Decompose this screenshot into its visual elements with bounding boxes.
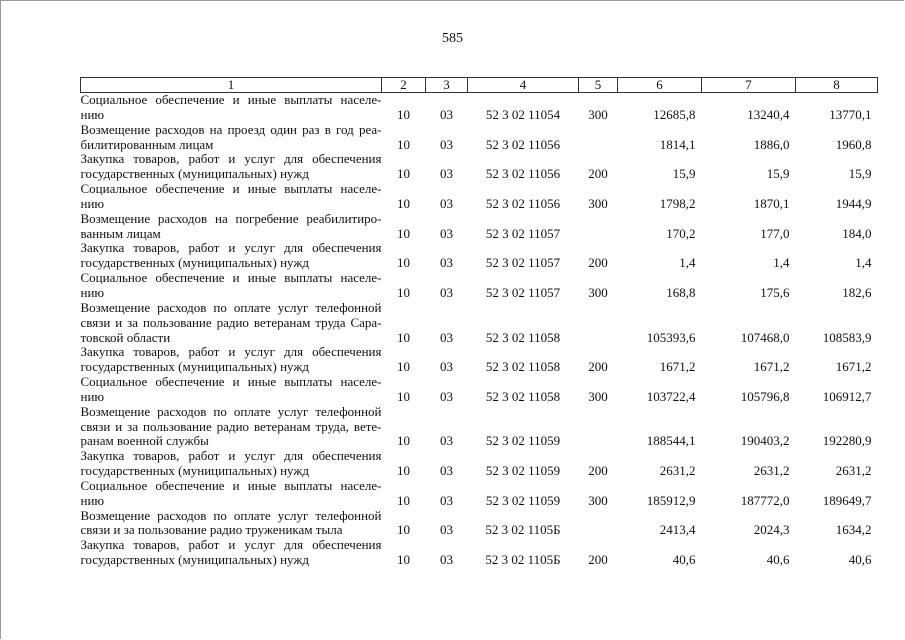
amount-year-1: 15,9 (672, 166, 696, 182)
amount-year-1: 170,2 (666, 225, 696, 241)
description-line: нию (80, 492, 105, 508)
subsection-code: 03 (440, 225, 453, 241)
section-code: 10 (397, 195, 410, 211)
expense-type-code (579, 301, 618, 346)
row-description (81, 241, 382, 271)
description-line: Возмещение расходов на проезд один раз в год реа- (80, 121, 382, 137)
expense-type-code (579, 212, 618, 242)
description-line: государственных (муниципальных) нужд (80, 255, 309, 271)
row-description (81, 449, 382, 479)
expense-type-code: 300 (588, 195, 608, 211)
description-line: Возмещение расходов на погребение реабилитиро- (80, 210, 382, 226)
row-description (81, 405, 382, 450)
expense-type-code (579, 123, 618, 153)
section-code: 10 (397, 255, 410, 271)
expense-type-code: 200 (588, 359, 608, 375)
description-line: нию (80, 284, 105, 300)
page-number: 585 (442, 31, 463, 46)
section-code: 10 (397, 359, 410, 375)
amount-year-3: 13770,1 (829, 106, 872, 122)
description-line: государственных (муниципальных) нужд (80, 166, 309, 182)
amount-year-2: 190403,2 (740, 433, 790, 449)
subsection-code: 03 (440, 552, 453, 568)
target-article-code: 52 3 02 11056 (485, 195, 561, 211)
amount-year-1: 2413,4 (659, 522, 696, 538)
amount-year-2: 15,9 (766, 166, 790, 182)
description-line: билитированным лицам (80, 136, 214, 152)
expense-type-code: 300 (588, 492, 608, 508)
amount-year-1: 40,6 (672, 552, 696, 568)
header-col-1: 1 (81, 78, 382, 93)
expense-type-code: 300 (588, 284, 608, 300)
description-line: государственных (муниципальных) нужд (80, 463, 309, 479)
amount-year-2: 1,4 (773, 255, 790, 271)
description-line: государственных (муниципальных) нужд (80, 359, 309, 375)
section-code: 10 (397, 225, 410, 241)
amount-year-3: 1944,9 (835, 195, 872, 211)
amount-year-3: 192280,9 (822, 433, 872, 449)
amount-year-2: 40,6 (766, 552, 790, 568)
amount-year-3: 2631,2 (835, 463, 872, 479)
target-article-code: 52 3 02 11059 (485, 433, 561, 449)
amount-year-2: 105796,8 (740, 388, 790, 404)
amount-year-3: 1671,2 (835, 359, 872, 375)
description-line: нию (80, 106, 105, 122)
table-row (81, 449, 878, 479)
section-code: 10 (397, 552, 410, 568)
section-code: 10 (397, 388, 410, 404)
target-article-code: 52 3 02 11057 (485, 225, 561, 241)
budget-table (80, 77, 878, 568)
description-line: Закупка товаров, работ и услуг для обеспечения (80, 151, 382, 167)
table-row (81, 212, 878, 242)
header-col-2: 2 (382, 78, 426, 93)
expense-type-code: 200 (588, 166, 608, 182)
table-row (81, 152, 878, 182)
amount-year-1: 1814,1 (659, 136, 696, 152)
description-line: нию (80, 388, 105, 404)
description-line: Социальное обеспечение и иные выплаты населе- (80, 181, 382, 197)
expense-type-code: 200 (588, 463, 608, 479)
subsection-code: 03 (440, 359, 453, 375)
description-line: Возмещение расходов по оплате услуг телефонной (80, 403, 382, 419)
description-line: товской области (80, 329, 171, 345)
description-line: связи и за пользование радио труженикам тыла (80, 522, 343, 538)
amount-year-1: 1,4 (679, 255, 696, 271)
amount-year-2: 2024,3 (753, 522, 790, 538)
row-description (81, 375, 382, 405)
row-description (81, 123, 382, 153)
target-article-code: 52 3 02 11059 (485, 492, 561, 508)
target-article-code: 52 3 02 11058 (485, 388, 561, 404)
description-line: Социальное обеспечение и иные выплаты населе- (80, 374, 382, 390)
expense-type-code (579, 405, 618, 450)
subsection-code: 03 (440, 388, 453, 404)
target-article-code: 52 3 02 11058 (485, 359, 561, 375)
amount-year-2: 1671,2 (753, 359, 790, 375)
amount-year-1: 103722,4 (646, 388, 696, 404)
amount-year-1: 188544,1 (646, 433, 696, 449)
description-line: Закупка товаров, работ и услуг для обеспечения (80, 240, 382, 256)
row-description (81, 345, 382, 375)
table-row (81, 301, 878, 346)
subsection-code: 03 (440, 433, 453, 449)
row-description (81, 182, 382, 212)
description-line: Возмещение расходов по оплате услуг телефонной (80, 507, 382, 523)
amount-year-3: 1,4 (855, 255, 872, 271)
table-row (81, 479, 878, 509)
amount-year-1: 2631,2 (659, 463, 696, 479)
description-line: связи и за пользование радио ветеранам труда Сара- (80, 314, 382, 330)
header-col-8: 8 (796, 78, 878, 93)
subsection-code: 03 (440, 106, 453, 122)
target-article-code: 52 3 02 11057 (485, 284, 561, 300)
section-code: 10 (397, 433, 410, 449)
target-article-code: 52 3 02 11056 (485, 166, 561, 182)
amount-year-1: 1798,2 (659, 195, 696, 211)
amount-year-3: 184,0 (842, 225, 872, 241)
description-line: Социальное обеспечение и иные выплаты населе- (80, 270, 382, 286)
description-line: Закупка товаров, работ и услуг для обеспечения (80, 448, 382, 464)
description-line: Закупка товаров, работ и услуг для обеспечения (80, 344, 382, 360)
table-row (81, 538, 878, 568)
description-line: ванным лицам (80, 225, 161, 241)
table-row (81, 241, 878, 271)
amount-year-2: 177,0 (760, 225, 790, 241)
section-code: 10 (397, 329, 410, 345)
table-row (81, 345, 878, 375)
description-line: ранам военной службы (80, 433, 209, 449)
section-code: 10 (397, 492, 410, 508)
amount-year-1: 105393,6 (646, 329, 696, 345)
amount-year-2: 175,6 (760, 284, 790, 300)
subsection-code: 03 (440, 255, 453, 271)
expense-type-code: 300 (588, 388, 608, 404)
amount-year-3: 108583,9 (822, 329, 872, 345)
description-line: Возмещение расходов по оплате услуг телефонной (80, 299, 382, 315)
amount-year-2: 13240,4 (747, 106, 790, 122)
description-line: нию (80, 195, 105, 211)
amount-year-1: 185912,9 (646, 492, 696, 508)
header-col-7: 7 (702, 78, 796, 93)
row-description (81, 152, 382, 182)
description-line: Закупка товаров, работ и услуг для обеспечения (80, 537, 382, 553)
target-article-code: 52 3 02 11054 (485, 106, 561, 122)
amount-year-3: 1960,8 (835, 136, 872, 152)
amount-year-3: 106912,7 (822, 388, 872, 404)
subsection-code: 03 (440, 195, 453, 211)
section-code: 10 (397, 166, 410, 182)
table-row (81, 271, 878, 301)
expense-type-code: 300 (588, 106, 608, 122)
row-description (81, 538, 382, 568)
description-line: связи и за пользование радио ветеранам труда, вете- (80, 418, 382, 434)
target-article-code: 52 3 02 11059 (485, 463, 561, 479)
description-line: Социальное обеспечение и иные выплаты населе- (80, 477, 382, 493)
section-code: 10 (397, 463, 410, 479)
expense-type-code: 200 (588, 552, 608, 568)
table-row (81, 375, 878, 405)
table-row (81, 182, 878, 212)
amount-year-2: 2631,2 (753, 463, 790, 479)
description-line: Социальное обеспечение и иные выплаты населе- (80, 92, 382, 107)
table-row (81, 93, 878, 123)
subsection-code: 03 (440, 166, 453, 182)
expense-type-code: 200 (588, 255, 608, 271)
description-line: государственных (муниципальных) нужд (80, 552, 309, 568)
amount-year-3: 189649,7 (822, 492, 872, 508)
header-col-3: 3 (426, 78, 468, 93)
header-col-4: 4 (468, 78, 579, 93)
target-article-code: 52 3 02 1105Б (485, 552, 561, 568)
subsection-code: 03 (440, 136, 453, 152)
table-row (81, 405, 878, 450)
table-row (81, 123, 878, 153)
section-code: 10 (397, 522, 410, 538)
amount-year-1: 1671,2 (659, 359, 696, 375)
row-description (81, 271, 382, 301)
subsection-code: 03 (440, 522, 453, 538)
amount-year-3: 40,6 (848, 552, 872, 568)
header-col-6: 6 (618, 78, 702, 93)
table-row (81, 509, 878, 539)
subsection-code: 03 (440, 284, 453, 300)
row-description (81, 509, 382, 539)
amount-year-3: 182,6 (842, 284, 872, 300)
row-description (81, 479, 382, 509)
section-code: 10 (397, 106, 410, 122)
amount-year-3: 1634,2 (835, 522, 872, 538)
amount-year-2: 1870,1 (753, 195, 790, 211)
expense-type-code (579, 509, 618, 539)
amount-year-3: 15,9 (848, 166, 872, 182)
row-description (81, 301, 382, 346)
target-article-code: 52 3 02 11056 (485, 136, 561, 152)
amount-year-2: 107468,0 (740, 329, 790, 345)
amount-year-2: 187772,0 (740, 492, 790, 508)
section-code: 10 (397, 284, 410, 300)
header-col-5: 5 (579, 78, 618, 93)
section-code: 10 (397, 136, 410, 152)
target-article-code: 52 3 02 1105Б (485, 522, 561, 538)
subsection-code: 03 (440, 492, 453, 508)
subsection-code: 03 (440, 329, 453, 345)
amount-year-1: 168,8 (666, 284, 696, 300)
row-description (81, 212, 382, 242)
table-header-row (81, 78, 878, 93)
row-description (81, 93, 382, 123)
subsection-code: 03 (440, 463, 453, 479)
target-article-code: 52 3 02 11057 (485, 255, 561, 271)
amount-year-2: 1886,0 (753, 136, 790, 152)
target-article-code: 52 3 02 11058 (485, 329, 561, 345)
amount-year-1: 12685,8 (653, 106, 696, 122)
